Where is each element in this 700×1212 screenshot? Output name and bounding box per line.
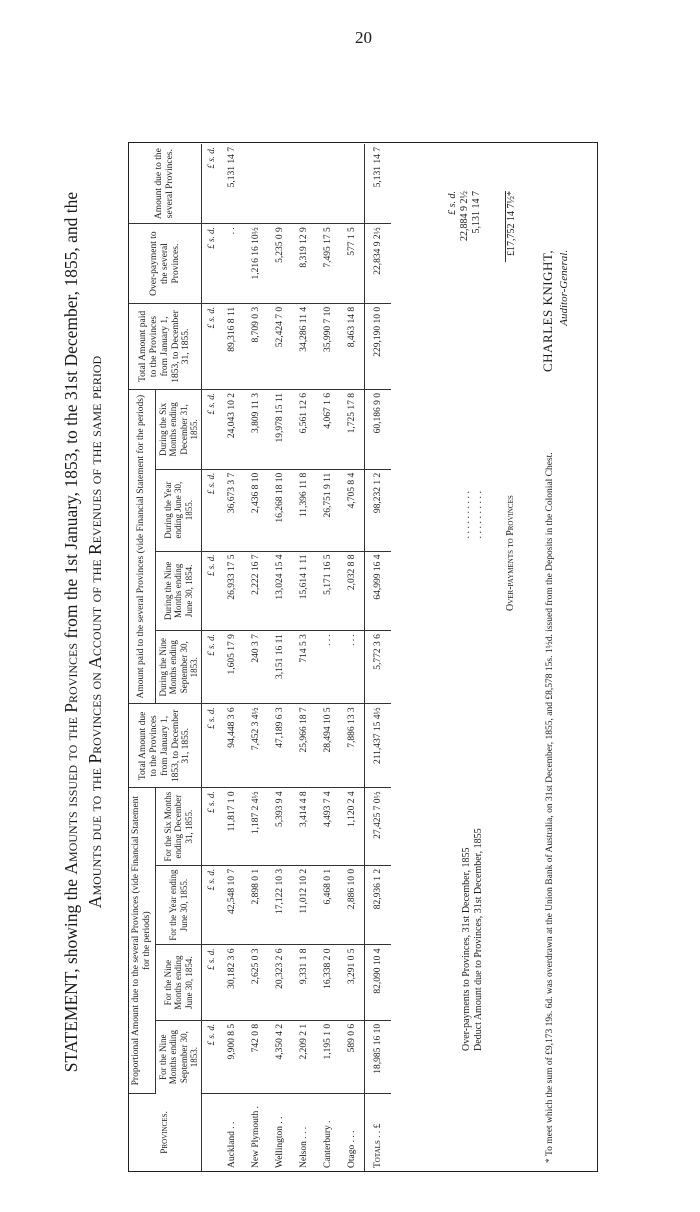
- table-cell: 5,235 0 9: [268, 224, 292, 304]
- summary-line-1: [461, 491, 473, 1051]
- table-cell: 3,151 16 11: [268, 631, 292, 704]
- table-cell: 7,886 13 3: [340, 704, 365, 788]
- leader-dots: . . . . . . . . . .: [461, 491, 472, 539]
- table-cell: 28,494 10 5: [316, 704, 340, 788]
- totals-cell: 82,090 10 4: [365, 945, 392, 1020]
- header-a-jun1854: During the Nine Months ending June 30, 1854.: [155, 551, 201, 631]
- units-cell: [202, 1094, 221, 1172]
- totals-cell: 5,772 3 6: [365, 631, 392, 704]
- table-cell: 4,705 8 4: [340, 469, 365, 551]
- title-prefix: STATEMENT, showing the: [61, 874, 81, 1073]
- overpayment-label: Over-payments to Provinces: [505, 495, 516, 611]
- statement-title: [60, 112, 107, 1152]
- table-cell: 13,024 15 4: [268, 551, 292, 631]
- header-proportional-group: Proportional Amount due to the several Provinces (vide Financial Statement for the periods): [129, 788, 155, 1094]
- statement-frame: [128, 142, 598, 1172]
- table-cell: 4,350 4 2: [268, 1020, 292, 1093]
- table-cell: 11,396 11 8: [292, 469, 316, 551]
- header-a-sep1853: During the Nine Months ending September 30, 1853.: [155, 631, 201, 704]
- table-row: [316, 144, 340, 1171]
- table-cell: 1,605 17 9: [220, 631, 244, 704]
- table-cell: 3,291 0 5: [340, 945, 365, 1020]
- table-row: [220, 144, 244, 1171]
- summary-values: [447, 191, 483, 311]
- table-cell: 2,625 0 3: [244, 945, 268, 1020]
- table-cell: 3,809 11 3: [244, 390, 268, 470]
- table-cell: . . .: [316, 631, 340, 704]
- table-cell: 6,561 12 6: [292, 390, 316, 470]
- header-a-dec1855: During the Six Months ending December 31, 1855.: [155, 390, 201, 470]
- table-cell: 2,436 8 10: [244, 469, 268, 551]
- table-cell: 47,189 6 3: [268, 704, 292, 788]
- title-part2: from the 1st January, 1853, to the 31st December, 1855, and the: [61, 191, 81, 643]
- units-cell: £ s. d.: [202, 144, 221, 224]
- header-p-jun1854: For the Nine Months ending June 30, 1854.: [155, 945, 201, 1020]
- table-cell: 3,414 4 8: [292, 788, 316, 866]
- table-cell: [268, 144, 292, 224]
- table-cell: 36,673 3 7: [220, 469, 244, 551]
- header-p-jun1855: For the Year ending June 30, 1855.: [155, 865, 201, 945]
- statement-table: [129, 144, 391, 1171]
- table-cell: 7,495 17 5: [316, 224, 340, 304]
- table-cell: 19,978 15 11: [268, 390, 292, 470]
- summary-line-2: [473, 491, 485, 1051]
- table-cell: 7,452 3 4½: [244, 704, 268, 788]
- units-cell: £ s. d.: [202, 865, 221, 945]
- table-cell: 9,331 1 8: [292, 945, 316, 1020]
- units-cell: £ s. d.: [202, 704, 221, 788]
- summary-units: £ s. d.: [447, 191, 458, 215]
- table-cell: 11,817 1 0: [220, 788, 244, 866]
- header-total-paid: Total Amount paid to the Provinces from January 1, 1853, to December 31, 1855.: [129, 303, 202, 389]
- table-cell: . . .: [340, 631, 365, 704]
- summary-label-2: Deduct Amount due to Provinces, 31st December, 1855: [473, 828, 484, 1051]
- table-cell: [244, 144, 268, 224]
- table-cell: 1,120 2 4: [340, 788, 365, 866]
- totals-cell: 98,232 1 2: [365, 469, 392, 551]
- totals-cell: 60,186 9 0: [365, 390, 392, 470]
- signature-name: CHARLES KNIGHT,: [540, 249, 555, 372]
- table-cell: 24,043 10 2: [220, 390, 244, 470]
- rotated-page: [0, 112, 640, 1212]
- leader-dots: . . . . . . . . . .: [473, 491, 484, 539]
- table-row: [340, 144, 365, 1171]
- table-cell: [316, 144, 340, 224]
- table-cell: 4,067 1 6: [316, 390, 340, 470]
- table-cell: 714 5 3: [292, 631, 316, 704]
- province-name: Auckland . .: [226, 1121, 237, 1168]
- table-cell: 5,131 14 7: [220, 144, 244, 224]
- table-cell: 20,323 2 6: [268, 945, 292, 1020]
- overpayment-total-line: [505, 191, 517, 611]
- title-part1: Amounts issued to the Provinces: [61, 642, 81, 875]
- table-cell: 2,032 8 8: [340, 551, 365, 631]
- table-cell: 1,725 17 8: [340, 390, 365, 470]
- header-p-dec1855: For the Six Months ending December 31, 1855.: [155, 788, 201, 866]
- table-cell: 2,898 0 1: [244, 865, 268, 945]
- header-p-sep1853: For the Nine Months ending September 30, 1853.: [155, 1020, 201, 1093]
- summary-label-1: Over-payments to Provinces, 31st December, 1855: [461, 847, 472, 1051]
- totals-cell: 22,834 9 2½: [365, 224, 392, 304]
- table-cell: 26,933 17 5: [220, 551, 244, 631]
- header-paid-group: Amount paid to the several Provinces (vide Financial Statement for the periods): [129, 390, 155, 704]
- totals-cell: 229,190 10 0: [365, 303, 392, 389]
- table-cell: 34,286 11 4: [292, 303, 316, 389]
- table-cell: 16,338 2 0: [316, 945, 340, 1020]
- signature-role: Auditor-General.: [558, 249, 570, 326]
- table-cell: 1,187 2 4½: [244, 788, 268, 866]
- table-cell: [340, 144, 365, 224]
- table-row: [268, 144, 292, 1171]
- header-total-due: Total Amount due to the Provinces from January 1, 1853, to December 31, 1855.: [129, 704, 202, 788]
- table-cell: 4,493 7 4: [316, 788, 340, 866]
- table-cell: 2,209 2 1: [292, 1020, 316, 1093]
- table-cell: 42,548 10 7: [220, 865, 244, 945]
- table-cell: 11,012 10 2: [292, 865, 316, 945]
- table-cell: 8,463 14 8: [340, 303, 365, 389]
- footnote: * To meet which the sum of £9,173 19s. 6d. was overdrawn at the Union Bank of Australia, on 31st December, 1855, and £8,578 15s. 1½d. issued from the Deposits in the Colonial Chest.: [545, 452, 555, 1163]
- units-cell: £ s. d.: [202, 631, 221, 704]
- totals-label: Totals . . £: [365, 1094, 392, 1172]
- table-cell: 5,171 16 5: [316, 551, 340, 631]
- header-a-jun1855: During the Year ending June 30, 1855.: [155, 469, 201, 551]
- summary-value-2: 5,131 14 7: [471, 191, 482, 234]
- summary-lines: [461, 491, 485, 1051]
- table-cell: [292, 144, 316, 224]
- header-amount-due: Amount due to the several Provinces.: [129, 144, 202, 224]
- units-cell: £ s. d.: [202, 551, 221, 631]
- overpayment-total: £17,752 14 7½*: [505, 191, 517, 262]
- units-cell: £ s. d.: [202, 469, 221, 551]
- province-name: Otago . . .: [346, 1130, 357, 1168]
- table-cell: 577 1 5: [340, 224, 365, 304]
- table-cell: 742 0 8: [244, 1020, 268, 1093]
- table-cell: 1,216 16 10½: [244, 224, 268, 304]
- table-cell: 94,448 3 6: [220, 704, 244, 788]
- table-row: [244, 144, 268, 1171]
- table-cell: 25,966 18 7: [292, 704, 316, 788]
- province-name: Canterbury .: [322, 1120, 333, 1168]
- table-cell: 35,990 7 10: [316, 303, 340, 389]
- totals-cell: 211,437 15 4½: [365, 704, 392, 788]
- table-cell: 9,900 8 5: [220, 1020, 244, 1093]
- page-number: 20: [355, 28, 372, 47]
- units-cell: £ s. d.: [202, 788, 221, 866]
- title-part3: Amounts due to the Provinces on Account of the Revenues of the same period: [84, 355, 105, 909]
- table-cell: 26,751 9 11: [316, 469, 340, 551]
- table-cell: 589 0 6: [340, 1020, 365, 1093]
- table-cell: . .: [220, 224, 244, 304]
- units-cell: £ s. d.: [202, 224, 221, 304]
- table-cell: 16,268 18 10: [268, 469, 292, 551]
- units-row: [202, 144, 221, 1171]
- signature-block: [540, 250, 570, 372]
- table-cell: 15,614 1 11: [292, 551, 316, 631]
- table-cell: 17,122 10 3: [268, 865, 292, 945]
- units-cell: £ s. d.: [202, 1020, 221, 1093]
- province-name: New Plymouth .: [250, 1105, 261, 1168]
- table-cell: 240 3 7: [244, 631, 268, 704]
- header-overpayment: Over-payment to the several Provinces.: [129, 224, 202, 304]
- province-name: Nelson . . .: [298, 1126, 309, 1168]
- totals-cell: 82,936 1 2: [365, 865, 392, 945]
- province-name: Wellington . .: [274, 1116, 285, 1168]
- table-cell: 2,222 16 7: [244, 551, 268, 631]
- summary-value-1: 22,884 9 2½: [459, 191, 470, 241]
- table-cell: 8,709 0 3: [244, 303, 268, 389]
- table-cell: 89,316 8 11: [220, 303, 244, 389]
- table-cell: 5,393 9 4: [268, 788, 292, 866]
- totals-cell: 5,131 14 7: [365, 144, 392, 224]
- header-provinces: Provinces.: [129, 1094, 202, 1172]
- table-cell: 6,468 0 1: [316, 865, 340, 945]
- table-cell: 30,182 3 6: [220, 945, 244, 1020]
- table-cell: 2,886 10 0: [340, 865, 365, 945]
- totals-cell: 18,985 16 10: [365, 1020, 392, 1093]
- units-cell: £ s. d.: [202, 390, 221, 470]
- table-cell: 1,195 1 0: [316, 1020, 340, 1093]
- table-cell: 8,319 12 9: [292, 224, 316, 304]
- units-cell: £ s. d.: [202, 945, 221, 1020]
- totals-cell: 27,425 7 0½: [365, 788, 392, 866]
- totals-cell: 64,999 16 4: [365, 551, 392, 631]
- totals-row: [365, 144, 392, 1171]
- units-cell: £ s. d.: [202, 303, 221, 389]
- table-cell: 52,424 7 0: [268, 303, 292, 389]
- table-row: [292, 144, 316, 1171]
